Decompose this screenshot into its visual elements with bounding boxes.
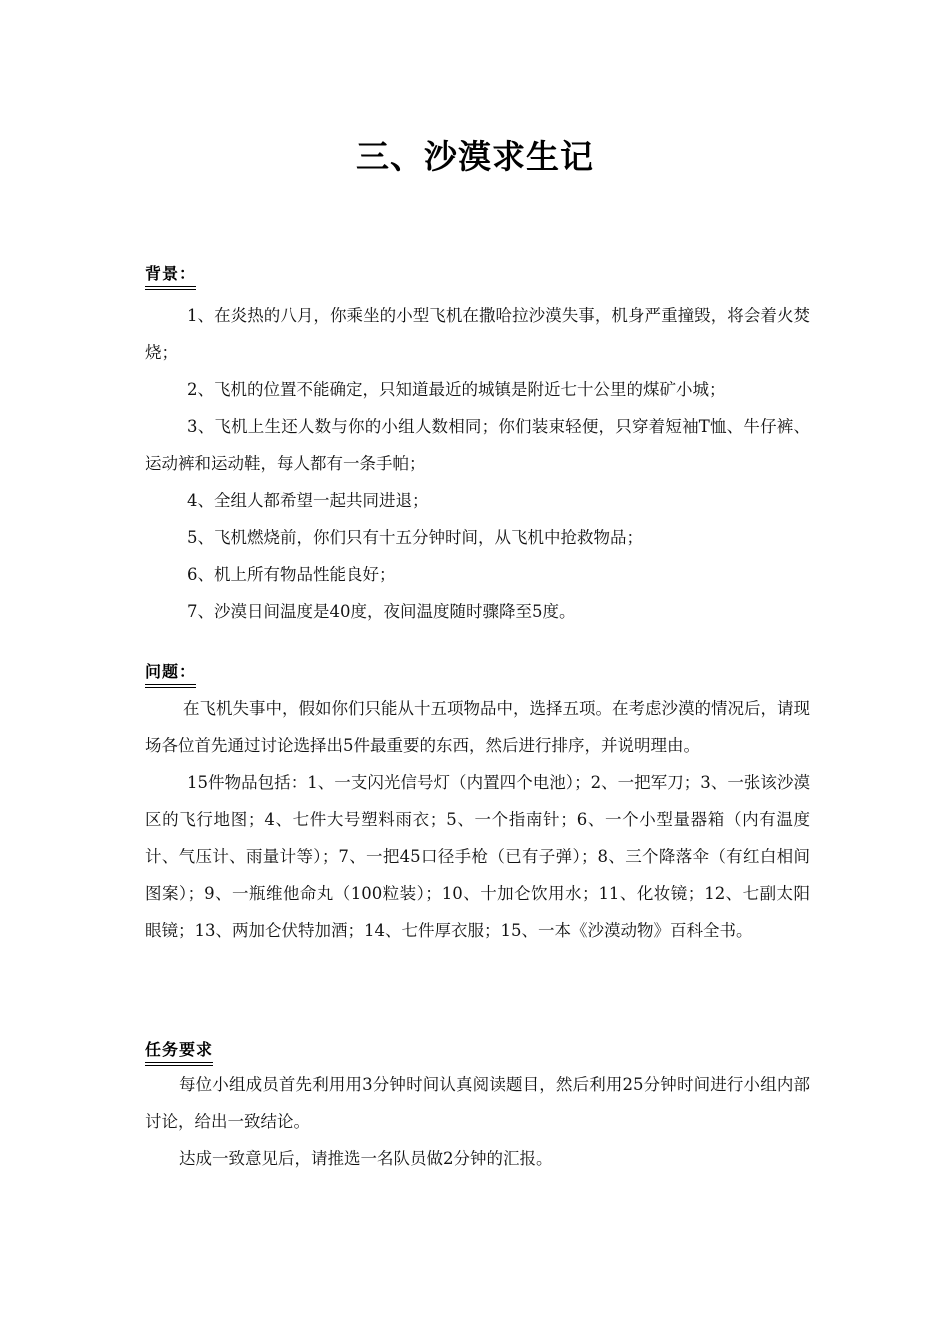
background-item: 2、飞机的位置不能确定，只知道最近的城镇是附近七十公里的煤矿小城；: [187, 380, 726, 399]
document-title: 三、沙漠求生记: [356, 137, 594, 176]
task-paragraph: 达成一致意见后，请推选一名队员做2分钟的汇报。: [179, 1149, 553, 1168]
question-section: [145, 661, 810, 949]
background-item: 7、沙漠日间温度是40度，夜间温度随时骤降至5度。: [187, 602, 576, 621]
items-list-paragraph: 15件物品包括：1、一支闪光信号灯（内置四个电池）；2、一把军刀；3、一张该沙漠区的飞行地图；4、七件大号塑料雨衣；5、一个指南针；6、一个小型量器箱（内有温度计、气压计、雨量计等）；7、一把45口径手枪（已有子弹）；8、三个降落伞（有红白相间图案）；9、一瓶维他命丸（100粒装）；10、十加仑饮用水；11、化妆镜；12、七副太阳眼镜；13、两加仑伏特加酒；14、七件厚衣服；15、一本《沙漠动物》百科全书。: [145, 773, 810, 940]
background-heading: 背景：: [145, 263, 196, 290]
question-paragraph: 在飞机失事中，假如你们只能从十五项物品中，选择五项。在考虑沙漠的情况后，请现场各位首先通过讨论选择出5件最重要的东西，然后进行排序，并说明理由。: [145, 699, 810, 755]
background-item: 6、机上所有物品性能良好；: [187, 565, 396, 584]
task-section: [145, 1039, 810, 1177]
task-heading: 任务要求: [145, 1039, 213, 1066]
background-section: [145, 263, 810, 630]
background-item: 5、飞机燃烧前，你们只有十五分钟时间，从飞机中抢救物品；: [187, 528, 643, 547]
task-paragraph: 每位小组成员首先利用用3分钟时间认真阅读题目，然后利用25分钟时间进行小组内部讨论，给出一致结论。: [145, 1075, 810, 1131]
background-item: 4、全组人都希望一起共同进退；: [187, 491, 429, 510]
question-heading: 问题：: [145, 661, 196, 688]
background-item: 1、在炎热的八月，你乘坐的小型飞机在撒哈拉沙漠失事，机身严重撞毁，将会着火焚烧；: [145, 306, 810, 362]
background-item: 3、飞机上生还人数与你的小组人数相同；你们装束轻便，只穿着短袖T恤、牛仔裤、运动裤和运动鞋，每人都有一条手帕；: [145, 417, 810, 473]
